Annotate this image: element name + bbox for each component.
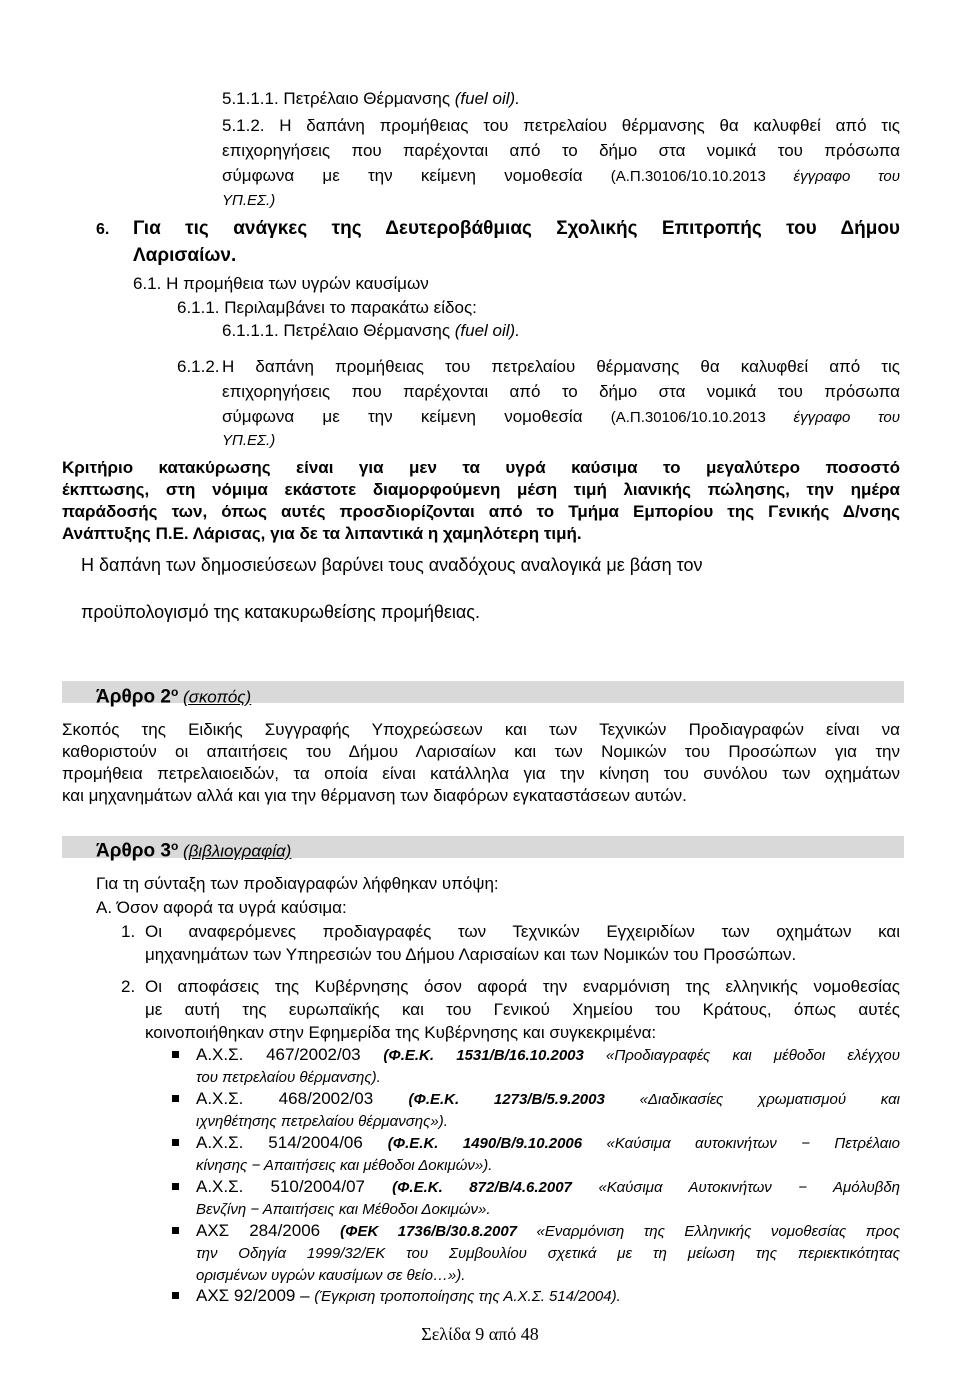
article-3-heading: Άρθρο $3^o$ (βιβλιογραφία) [96, 839, 292, 862]
section-6-1-2-number: 6.1.2. [177, 357, 220, 376]
bullet-4-l2: Βενζίνη − Απαιτήσεις και Μέθοδοι Δοκιμών». [196, 1201, 491, 1218]
article-2-l1: Σκοπός της Ειδικής Συγγραφής Υποχρεώσεων και των Τεχνικών Προδιαγραφών είναι να [62, 720, 900, 739]
publication-l1: Η δαπάνη των δημοσιεύσεων βαρύνει τους αναδόχους αναλογικά με βάση τον [81, 555, 703, 575]
article-3-intro: Για τη σύνταξη των προδιαγραφών λήφθηκαν υπόψη: [96, 874, 499, 893]
item-2-number: 2. [121, 977, 136, 996]
section-6-title-l2: Λαρισαίων. [133, 245, 237, 266]
item-2-l2: με αυτή της ευρωπαϊκής και του Γενικού Χημείου του Κράτους, όπως αυτές [145, 1000, 900, 1019]
section-5-1-1-1: 5.1.1.1. Πετρέλαιο Θέρμανσης (fuel oil). [222, 89, 520, 108]
section-6-1-1: 6.1.1. Περιλαμβάνει το παρακάτω είδος: [177, 298, 477, 317]
bullet-icon [172, 1095, 179, 1102]
bullet-3-l2: κίνησης − Απαιτήσεις και μέθοδοι Δοκιμών»). [196, 1157, 493, 1174]
bullet-3-l1: Α.Χ.Σ. 514/2004/06 (Φ.Ε.Κ. 1490/Β/9.10.2006 «Καύσιμα αυτοκινήτων − Πετρέλαιο [196, 1133, 900, 1152]
section-5-1-2-number: 5.1.2. [222, 116, 265, 135]
bullet-icon [172, 1292, 179, 1299]
item-1-l2: μηχανημάτων των Υπηρεσιών του Δήμου Λαρισαίων και των Νομικών του Προσώπων. [145, 945, 797, 964]
section-6-1-2-text-l3: σύμφωνα με την κείμενη νομοθεσία (Α.Π.30106/10.10.2013 έγγραφο του [222, 407, 900, 426]
bullet-icon [172, 1183, 179, 1190]
page-number: Σελίδα 9 από 48 [421, 1324, 539, 1344]
article-2-l4: και μηχανημάτων αλλά και για την θέρμανση των διαφόρων εγκαταστάσεων αυτών. [62, 786, 687, 805]
section-6-1: 6.1. Η προμήθεια των υγρών καυσίμων [133, 274, 429, 293]
section-6-1-1-1: 6.1.1.1. Πετρέλαιο Θέρμανσης (fuel oil). [222, 321, 520, 340]
section-5-1-2-text-l3: σύμφωνα με την κείμενη νομοθεσία (Α.Π.30106/10.10.2013 έγγραφο του [222, 166, 900, 185]
section-6-1-2-text-l4: ΥΠ.ΕΣ.) [222, 432, 276, 449]
criterion-l4: Ανάπτυξης Π.Ε. Λάρισας, για δε τα λιπαντικά η χαμηλότερη τιμή. [62, 524, 582, 543]
bullet-icon [172, 1139, 179, 1146]
criterion-l1: Κριτήριο κατακύρωσης είναι για μεν τα υγρά καύσιμα το μεγαλύτερο ποσοστό [62, 458, 900, 477]
bullet-4-l1: Α.Χ.Σ. 510/2004/07 (Φ.Ε.Κ. 872/Β/4.6.2007 «Καύσιμα Αυτοκινήτων − Αμόλυβδη [196, 1177, 900, 1196]
section-5-1-2-text-l4: ΥΠ.ΕΣ.) [222, 192, 276, 209]
section-6-1-2-text-l1: Η δαπάνη προμήθειας του πετρελαίου θέρμανσης θα καλυφθεί από τις [222, 357, 900, 376]
article-2-l3: προμήθεια πετρελαιοειδών, τα οποία είναι κατάλληλα για την κίνηση του συνόλου των οχημάτων [62, 764, 900, 783]
item-1-l1: Οι αναφερόμενες προδιαγραφές των Τεχνικών Εγχειριδίων των οχημάτων και [145, 922, 900, 941]
item-2-l1: Οι αποφάσεις της Κυβέρνησης όσον αφορά την εναρμόνιση της ελληνικής νομοθεσίας [145, 977, 900, 996]
bullet-2-l1: Α.Χ.Σ. 468/2002/03 (Φ.Ε.Κ. 1273/Β/5.9.2003 «Διαδικασίες χρωματισμού και [196, 1089, 901, 1108]
bullet-2-l2: ιχνηθέτησης πετρελαίου θέρμανσης»). [196, 1113, 448, 1130]
article-2-heading: Άρθρο $2^o$ (σκοπός) [96, 685, 252, 708]
article-2-l2: καθοριστούν οι απαιτήσεις του Δήμου Λαρισαίων και των Νομικών του Προσώπων για την [62, 742, 900, 761]
section-5-1-2-text-l1: Η δαπάνη προμήθειας του πετρελαίου θέρμανσης θα καλυφθεί από τις [279, 116, 900, 135]
publication-l2: προϋπολογισμό της κατακυρωθείσης προμήθειας. [81, 602, 480, 622]
bullet-6-l1: ΑΧΣ 92/2009 – (Έγκριση τροποποίησης της Α.Χ.Σ. 514/2004). [196, 1286, 621, 1305]
bullet-5-l3: ορισμένων υγρών καυσίμων σε θείο…»). [196, 1267, 466, 1284]
bullet-5-l2: την Οδηγία 1999/32/ΕΚ του Συμβουλίου σχετικά με τη μείωση της περιεκτικότητας [196, 1245, 900, 1262]
section-6-number: 6. [96, 221, 110, 238]
criterion-l3: παράδοσής των, όπως αυτές προσδιορίζονται από το Τμήμα Εμπορίου της Γενικής Δ/νσης [62, 502, 900, 521]
bullet-1-l1: Α.Χ.Σ. 467/2002/03 (Φ.Ε.Κ. 1531/Β/16.10.2003 «Προδιαγραφές και μέθοδοι ελέγχου [196, 1045, 900, 1064]
bullet-icon [172, 1051, 179, 1058]
bullet-5-l1: ΑΧΣ 284/2006 (ΦΕΚ 1736/Β/30.8.2007 «Εναρμόνιση της Ελληνικής νομοθεσίας προς [196, 1221, 900, 1240]
section-6-title-l1: Για τις ανάγκες της Δευτεροβάθμιας Σχολικής Επιτροπής του Δήμου [133, 218, 900, 239]
section-5-1-2-text-l2: επιχορηγήσεις που παρέχονται από το δήμο στα νομικά του πρόσωπα [222, 141, 900, 160]
criterion-l2: έκπτωσης, στη νόμιμα εκάστοτε διαμορφούμενη μέση τιμή λιανικής πώλησης, την ημέρα [62, 480, 900, 499]
item-2-l3: κοινοποιήθηκαν στην Εφημερίδα της Κυβέρνησης και συγκεκριμένα: [145, 1023, 657, 1042]
item-1-number: 1. [121, 922, 136, 941]
section-6-1-2-text-l2: επιχορηγήσεις που παρέχονται από το δήμο στα νομικά του πρόσωπα [222, 382, 900, 401]
bullet-1-l2: του πετρελαίου θέρμανσης). [196, 1069, 381, 1086]
article-3-a-label: Α. Όσον αφορά τα υγρά καύσιμα: [96, 898, 347, 917]
bullet-icon [172, 1227, 179, 1234]
